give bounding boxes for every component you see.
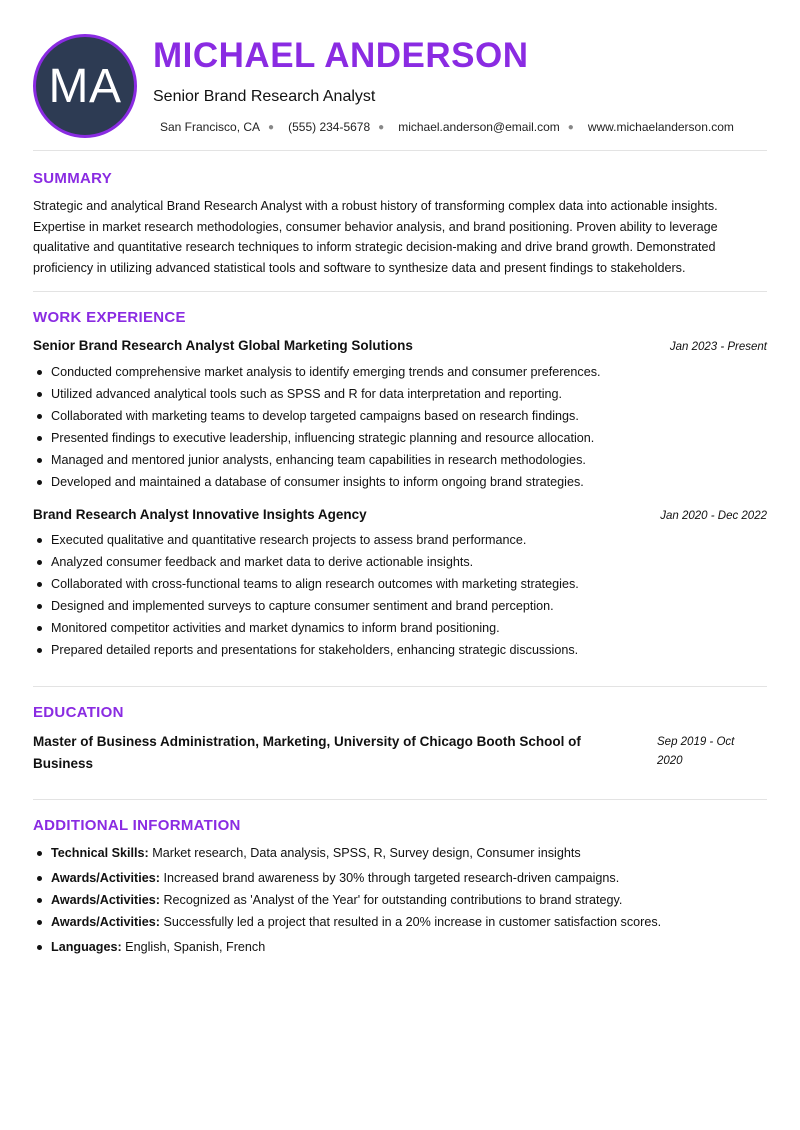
candidate-name: MICHAEL ANDERSON	[153, 36, 529, 75]
education-degree: Master of Business Administration, Marketing, University of Chicago Booth School of Business	[33, 734, 581, 771]
section-divider	[33, 686, 767, 687]
item-label: Technical Skills:	[51, 846, 149, 860]
item-value: Market research, Data analysis, SPSS, R, Survey design, Consumer insights	[148, 846, 581, 860]
separator-dot-icon: ●	[268, 121, 275, 133]
item-label: Awards/Activities:	[51, 915, 160, 929]
section-divider	[33, 799, 767, 800]
list-item	[51, 936, 791, 958]
item-value: Recognized as 'Analyst of the Year' for outstanding contributions to brand strategy.	[159, 893, 623, 907]
list-item	[51, 911, 791, 933]
education-dates: Sep 2019 - Oct 2020	[657, 736, 735, 767]
list-item: Collaborated with marketing teams to develop targeted campaigns based on research findings.	[51, 405, 791, 427]
item-value: Increased brand awareness by 30% through targeted research-driven campaigns.	[159, 871, 620, 885]
experience-heading: WORK EXPERIENCE	[33, 309, 186, 326]
job-bullets	[33, 361, 791, 493]
item-value: Successfully led a project that resulted in a 20% increase in customer satisfaction scores.	[159, 915, 662, 929]
item-label: Languages:	[51, 940, 122, 954]
job-dates: Jan 2020 - Dec 2022	[660, 510, 767, 522]
list-item	[51, 842, 791, 864]
job-role: Brand Research Analyst Innovative Insights Agency	[33, 507, 367, 522]
list-item	[51, 889, 791, 911]
job-bullets	[33, 529, 791, 661]
contact-line	[160, 120, 734, 134]
list-item: Analyzed consumer feedback and market data to derive actionable insights.	[51, 551, 791, 573]
item-value: English, Spanish, French	[121, 940, 266, 954]
summary-text: Strategic and analytical Brand Research Analyst with a robust history of transforming complex data into actionable insights. Expertise in market research methodologies, consumer behavior analysis, and brand positioning. Proven ability to leverage qualitative and quantitative research techniques to inform strategic decision-making and drive brand growth. Demonstrated proficiency in utilizing advanced statistical tools and software to synthesize data and present findings to stakeholders.	[33, 199, 718, 275]
list-item: Designed and implemented surveys to capture consumer sentiment and brand perception.	[51, 595, 791, 617]
contact-location: San Francisco, CA	[160, 120, 261, 134]
contact-phone: (555) 234-5678	[288, 120, 371, 134]
education-heading: EDUCATION	[33, 704, 124, 721]
list-item: Presented findings to executive leadership, influencing strategic planning and resource allocation.	[51, 427, 791, 449]
summary-heading: SUMMARY	[33, 170, 113, 187]
avatar-initials: MA	[48, 59, 122, 113]
job-dates: Jan 2023 - Present	[669, 341, 767, 353]
job-role: Senior Brand Research Analyst Global Marketing Solutions	[33, 338, 413, 353]
list-item: Utilized advanced analytical tools such as SPSS and R for data interpretation and reporting.	[51, 383, 791, 405]
item-label: Awards/Activities:	[51, 893, 160, 907]
list-item: Managed and mentored junior analysts, enhancing team capabilities in research methodologies.	[51, 449, 791, 471]
list-item: Executed qualitative and quantitative research projects to assess brand performance.	[51, 529, 791, 551]
job-header	[33, 338, 767, 353]
list-item: Prepared detailed reports and presentations for stakeholders, enhancing strategic discussions.	[51, 639, 791, 661]
candidate-title: Senior Brand Research Analyst	[153, 88, 376, 105]
additional-list	[33, 842, 791, 958]
list-item	[51, 867, 791, 889]
item-label: Awards/Activities:	[51, 871, 160, 885]
job-header	[33, 507, 767, 522]
additional-heading: ADDITIONAL INFORMATION	[33, 817, 241, 834]
list-item: Monitored competitor activities and market dynamics to inform brand positioning.	[51, 617, 791, 639]
avatar	[33, 34, 137, 138]
contact-website: www.michaelanderson.com	[587, 120, 734, 134]
list-item: Conducted comprehensive market analysis to identify emerging trends and consumer preferences.	[51, 361, 791, 383]
section-divider	[33, 150, 767, 151]
separator-dot-icon: ●	[378, 121, 385, 133]
list-item: Collaborated with cross-functional teams to align research outcomes with marketing strategies.	[51, 573, 791, 595]
section-divider	[33, 291, 767, 292]
separator-dot-icon: ●	[567, 121, 574, 133]
contact-email: michael.anderson@email.com	[398, 120, 560, 134]
list-item: Developed and maintained a database of consumer insights to inform ongoing brand strategies.	[51, 471, 791, 493]
